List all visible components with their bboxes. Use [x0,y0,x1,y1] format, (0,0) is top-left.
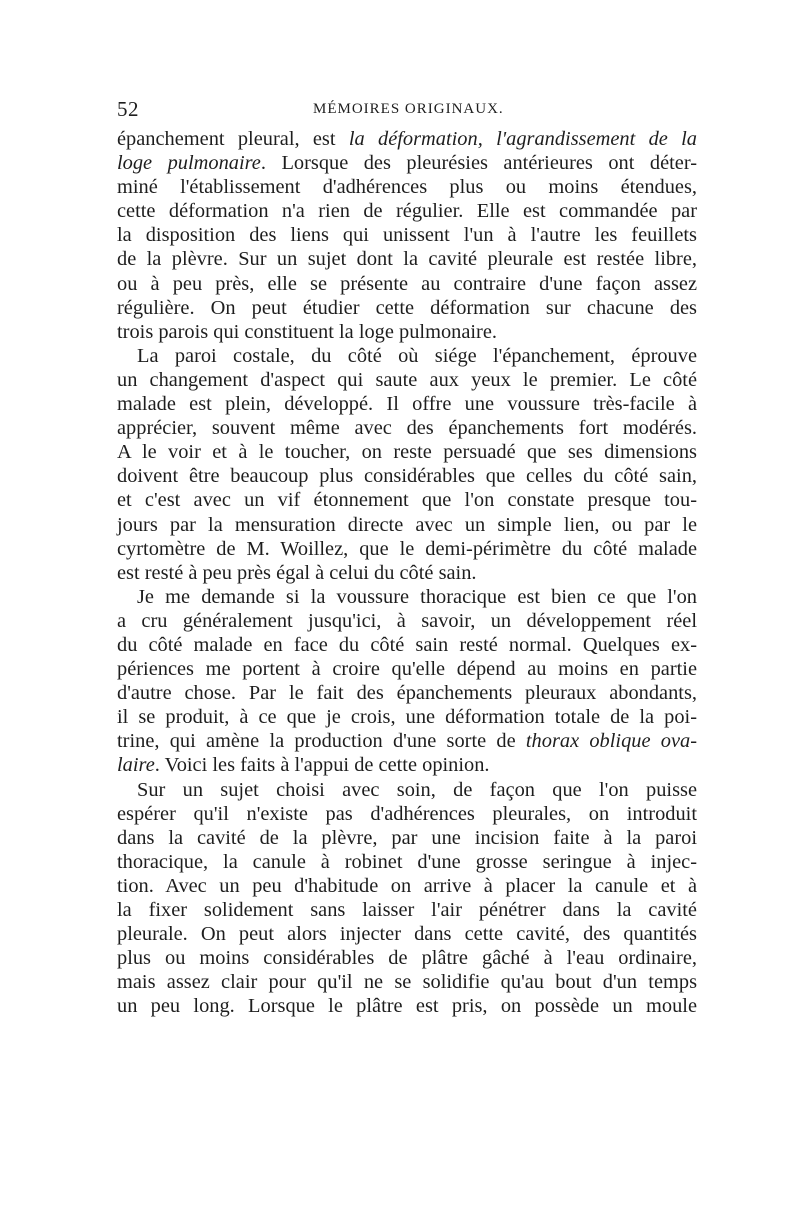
paragraph [117,778,697,1019]
text-line: La paroi costale, du côté où siége l'épanchement, éprouve [137,344,697,367]
text-line: la fixer solidement sans laisser l'air pénétrer dans la cavité [117,899,697,921]
text-line: Sur un sujet choisi avec soin, de façon que l'on puisse [137,778,697,801]
paragraph [117,585,697,778]
text-line: cyrtomètre de M. Woillez, que le demi-périmètre du côté malade [117,537,697,560]
body-text [117,127,697,1018]
text-line: de la plèvre. Sur un sujet dont la cavité pleurale est restée libre, [117,248,697,271]
text-line: et c'est avec un vif étonnement que l'on constate presque tou- [117,489,697,512]
italic-phrase: thorax oblique ova- [525,730,697,753]
text-line: plus ou moins considérables de plâtre gâché à l'eau ordinaire, [117,947,697,970]
text-line: tion. Avec un peu d'habitude on arrive à placer la canule et à [117,874,697,897]
italic-phrase: laire [117,754,155,777]
text-line: la disposition des liens qui unissent l'un à l'autre les feuillets [117,224,697,247]
text-line: malade est plein, développé. Il offre une voussure très-facile à [117,393,697,416]
text-line: laire. Voici les faits à l'appui de cette opinion. [117,754,490,777]
text-line: d'autre chose. Par le fait des épanchements pleuraux abondants, [117,682,697,705]
italic-phrase: la déformation, l'agrandissement de la [348,128,697,150]
text-line: mais assez clair pour qu'il ne se solidifie qu'au bout d'un temps [117,971,697,994]
text-line: trois parois qui constituent la loge pulmonaire. [117,320,497,343]
text-line: a cru généralement jusqu'ici, à savoir, un développement réel [117,609,697,632]
text-line: pleurale. On peut alors injecter dans cette cavité, des quantités [117,923,697,946]
text-line: trine, qui amène la production d'une sorte de thorax oblique ova- [117,730,697,753]
text-line: un changement d'aspect qui saute aux yeux le premier. Le côté [117,368,697,391]
text-line: ou à peu près, elle se présente au contraire d'une façon assez [117,272,697,295]
running-head [117,97,697,121]
text-line: épanchement pleural, est la déformation, l'agrandissement de la [117,128,697,150]
text-line: cette déformation n'a rien de régulier. Elle est commandée par [117,200,697,223]
text-line: dans la cavité de la plèvre, par une incision faite à la paroi [117,826,697,849]
page-number: 52 [117,97,139,121]
text-line: espérer qu'il n'existe pas d'adhérences pleurales, on introduit [117,802,697,825]
text-line: il se produit, à ce que je crois, une déformation totale de la poi- [117,706,697,729]
text-line: A le voir et à le toucher, on reste persuadé que ses dimensions [117,441,697,464]
text-line: miné l'établissement d'adhérences plus ou moins étendues, [117,176,697,199]
paragraph [117,344,697,585]
text-line: doivent être beaucoup plus considérables que celles du côté sain, [117,465,697,488]
text-line: Je me demande si la voussure thoracique est bien ce que l'on [137,585,697,608]
paragraph [117,127,697,344]
running-title: MÉMOIRES ORIGINAUX. [313,101,504,117]
text-line: régulière. On peut étudier cette déformation sur chacune des [117,296,697,319]
text-line: un peu long. Lorsque le plâtre est pris, on possède un moule [117,995,697,1018]
italic-phrase: loge pulmonaire [117,152,261,175]
text-line: du côté malade en face du côté sain resté normal. Quelques ex- [117,633,697,656]
text-line: jours par la mensuration directe avec un simple lien, ou par le [117,513,697,536]
text-line: thoracique, la canule à robinet d'une grosse seringue à injec- [117,850,697,873]
text-line: apprécier, souvent même avec des épanchements fort modérés. [117,417,697,440]
text-line: est resté à peu près égal à celui du côté sain. [117,561,477,584]
text-line: périences me portent à croire qu'elle dépend au moins en partie [117,658,697,681]
text-line: loge pulmonaire. Lorsque des pleurésies antérieures ont déter- [117,152,698,175]
